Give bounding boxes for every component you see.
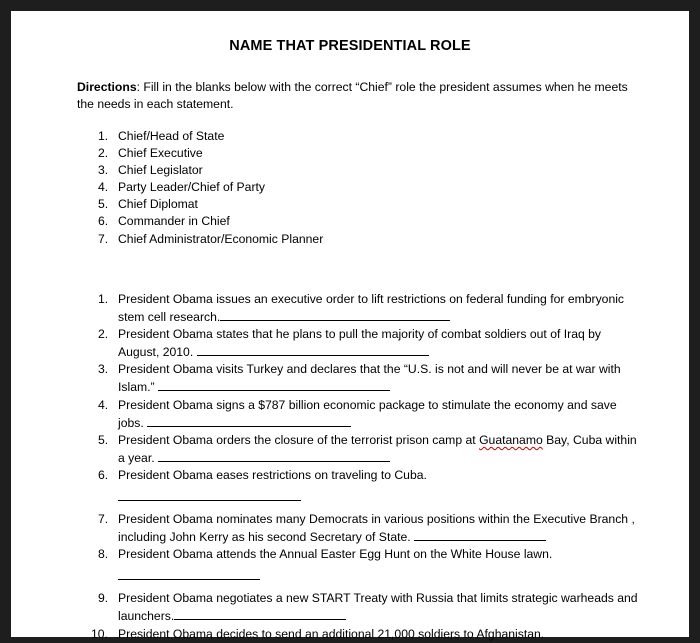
answer-blank[interactable] [174, 607, 346, 620]
role-item: 2. Chief Executive [98, 146, 203, 161]
answer-blank[interactable] [220, 308, 450, 321]
statement-item: 3. President Obama visits Turkey and declares that the “U.S. is not and will never be at war with Islam.” [98, 362, 621, 395]
answer-blank[interactable] [118, 567, 260, 580]
answer-blank[interactable] [197, 343, 429, 356]
answer-blank[interactable] [147, 414, 351, 427]
statement-item: 7. President Obama nominates many Democrats in various positions within the Executive Branch , including John Kerry as his second Secretary of State. [98, 512, 635, 545]
page-title: NAME THAT PRESIDENTIAL ROLE [229, 38, 471, 54]
misspelled-word: Guatanamo [479, 432, 543, 447]
role-item: 5. Chief Diplomat [98, 197, 198, 212]
directions-label: Directions [77, 80, 137, 94]
role-item: 6. Commander in Chief [98, 214, 230, 229]
statement-item: 5. President Obama orders the closure of the terrorist prison camp at Guatanamo Bay, Cuba within a year. [98, 432, 637, 465]
directions-text: : Fill in the blanks below with the correct “Chief” role the president assumes when he meets the needs in each statement. [77, 80, 628, 111]
statement-item: 1. President Obama issues an executive order to lift restrictions on federal funding for embryonic stem cell research. [98, 292, 625, 325]
role-item: 3. Chief Legislator [98, 163, 203, 178]
worksheet-page [11, 11, 689, 641]
answer-blank[interactable] [158, 378, 390, 391]
statements-list [91, 291, 638, 643]
statement-item: 9. President Obama negotiates a new START Treaty with Russia that limits strategic warheads and launchers. [98, 591, 638, 624]
answer-blank[interactable] [118, 488, 301, 501]
role-item: 1. Chief/Head of State [98, 129, 225, 143]
statement-item: 6. President Obama eases restrictions on traveling to Cuba. [98, 467, 638, 504]
statement-item: 8. President Obama attends the Annual Easter Egg Hunt on the White House lawn. [98, 546, 638, 583]
directions [77, 79, 637, 113]
statement-item: 4. President Obama signs a $787 billion economic package to stimulate the economy and save jobs. [98, 397, 617, 430]
answer-blank[interactable] [414, 528, 546, 541]
statement-item: 2. President Obama states that he plans to pull the majority of combat soldiers out of Iraq by August, 2010. [98, 327, 602, 360]
roles-list [98, 128, 323, 248]
role-item: 7. Chief Administrator/Economic Planner [98, 231, 324, 246]
statement-item: 10. President Obama decides to send an additional 21,000 soldiers to Afghanistan. [91, 626, 545, 641]
role-item: 4. Party Leader/Chief of Party [98, 180, 265, 195]
answer-blank[interactable] [158, 449, 390, 462]
